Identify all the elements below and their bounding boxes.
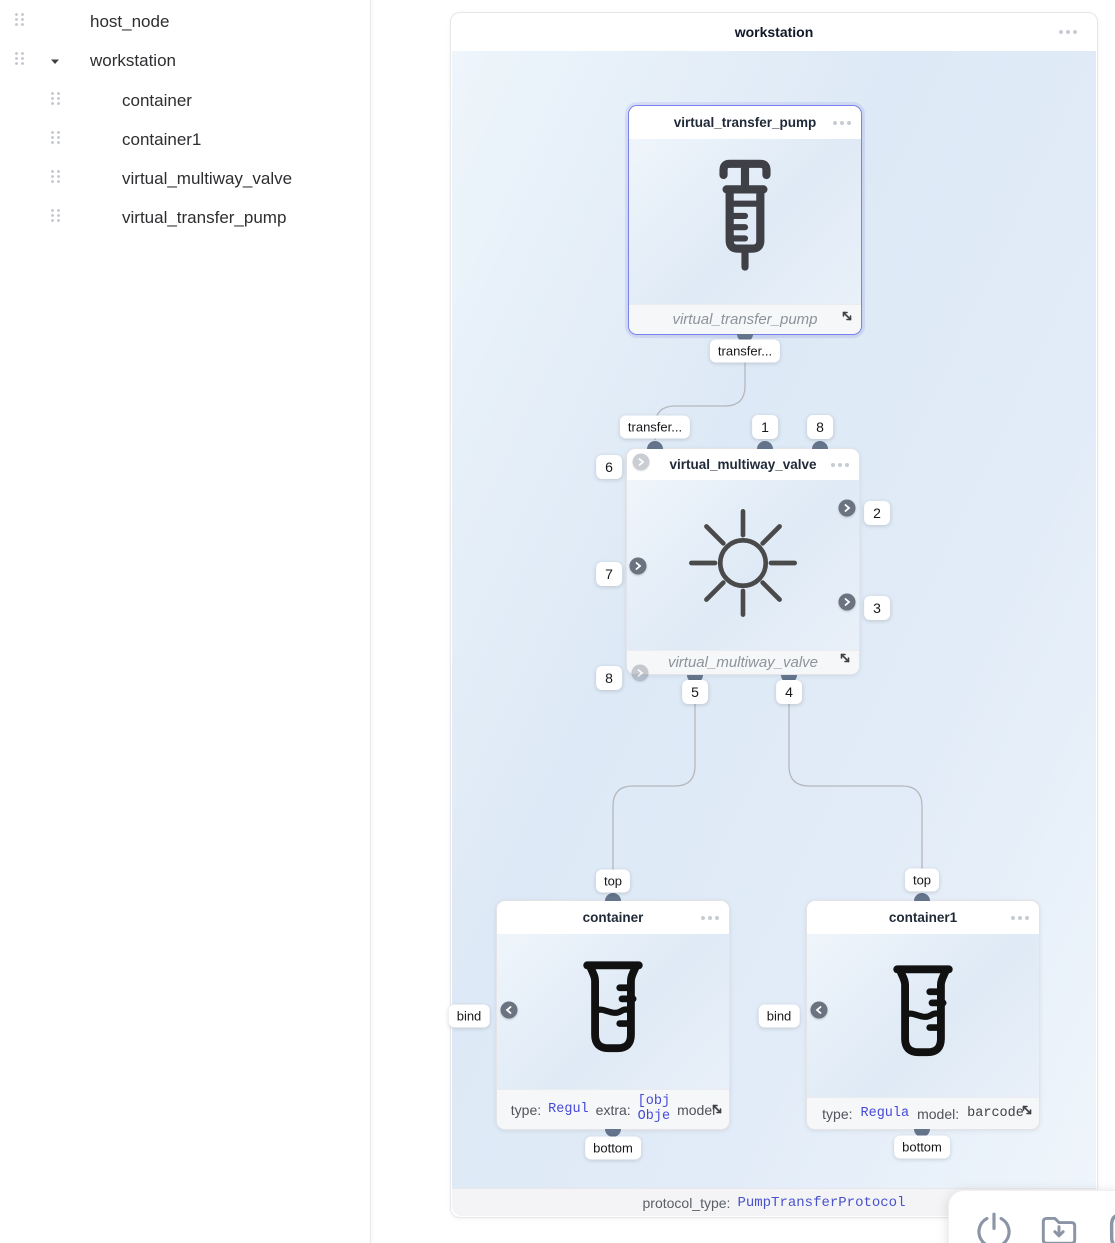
sidebar-item-workstation[interactable] <box>0 46 371 76</box>
resize-handle-icon[interactable] <box>1020 1103 1034 1122</box>
node-virtual-transfer-pump[interactable] <box>628 105 862 335</box>
node-footer-name: virtual_transfer_pump <box>672 311 818 328</box>
tree-item-label[interactable]: workstation <box>90 51 176 70</box>
field-model-key: model: <box>917 1105 960 1122</box>
node-virtual-multiway-valve[interactable] <box>626 448 860 675</box>
node-title: virtual_transfer_pump <box>673 115 817 130</box>
port-label-top[interactable]: top <box>596 870 630 893</box>
field-type-key: type: <box>822 1105 853 1122</box>
port-label-4[interactable]: 4 <box>776 680 802 704</box>
protocol-type-key: protocol_type: <box>642 1194 731 1211</box>
ellipsis-menu-icon[interactable] <box>701 916 719 920</box>
node-footer <box>497 1089 729 1129</box>
ellipsis-menu-icon[interactable] <box>1059 30 1077 34</box>
node-header[interactable] <box>497 901 729 934</box>
ellipsis-menu-icon[interactable] <box>833 121 851 125</box>
node-body <box>629 139 861 304</box>
node-title: container1 <box>888 910 958 925</box>
node-body <box>807 934 1039 1097</box>
port-valve-3[interactable] <box>839 594 856 611</box>
node-title: container <box>582 910 644 925</box>
sidebar-item-container[interactable] <box>0 86 371 116</box>
port-label-transfer[interactable]: transfer... <box>620 416 690 439</box>
sidebar-item-container1[interactable] <box>0 125 371 155</box>
node-footer <box>807 1097 1039 1129</box>
beaker-icon <box>867 954 979 1077</box>
node-title: virtual_multiway_valve <box>669 457 817 472</box>
node-header[interactable] <box>629 106 861 139</box>
node-container[interactable] <box>496 900 730 1130</box>
ellipsis-menu-icon[interactable] <box>1011 916 1029 920</box>
resize-handle-icon[interactable] <box>838 651 852 670</box>
node-footer <box>627 650 859 674</box>
ellipsis-menu-icon[interactable] <box>831 463 849 467</box>
drag-handle-icon[interactable] <box>14 51 25 71</box>
node-container1[interactable] <box>806 900 1040 1130</box>
port-valve-6[interactable] <box>633 454 650 471</box>
multiway-valve-icon <box>681 501 805 630</box>
port-label-6[interactable]: 6 <box>596 455 622 479</box>
sidebar-tree <box>0 0 371 1243</box>
drag-handle-icon[interactable] <box>14 12 25 32</box>
partial-save-button[interactable] <box>1105 1211 1115 1243</box>
port-label-bind[interactable]: bind <box>449 1005 490 1028</box>
resize-handle-icon[interactable] <box>710 1102 724 1121</box>
drag-handle-icon[interactable] <box>50 208 61 228</box>
port-label-bind[interactable]: bind <box>759 1005 800 1028</box>
port-label-2[interactable]: 2 <box>864 501 890 525</box>
field-extra-key: extra: <box>595 1101 631 1118</box>
port-label-bottom[interactable]: bottom <box>894 1136 950 1159</box>
port-valve-2[interactable] <box>839 500 856 517</box>
drag-handle-icon[interactable] <box>50 91 61 111</box>
port-label-top[interactable]: top <box>905 869 939 892</box>
port-label-8-top[interactable]: 8 <box>807 415 833 439</box>
field-model-key: model <box>677 1101 716 1118</box>
port-label-8-left[interactable]: 8 <box>596 666 622 690</box>
port-valve-7[interactable] <box>630 558 647 575</box>
tree-item-label[interactable]: virtual_multiway_valve <box>122 169 293 188</box>
field-extra-value: [obj Obje <box>637 1093 671 1124</box>
port-container-bind[interactable] <box>501 1002 518 1019</box>
beaker-icon <box>557 950 669 1073</box>
sidebar-item-host-node[interactable] <box>0 7 371 37</box>
field-type-key: type: <box>510 1101 542 1118</box>
node-header[interactable] <box>807 901 1039 934</box>
drag-handle-icon[interactable] <box>50 130 61 150</box>
node-footer <box>629 304 861 334</box>
protocol-type-value: PumpTransferProtocol <box>737 1194 906 1211</box>
port-label-transfer[interactable]: transfer... <box>710 340 780 363</box>
port-label-1[interactable]: 1 <box>752 415 778 439</box>
port-label-bottom[interactable]: bottom <box>585 1137 641 1160</box>
node-footer-name: virtual_multiway_valve <box>667 654 819 671</box>
drag-handle-icon[interactable] <box>50 169 61 189</box>
sidebar-item-virtual-multiway-valve[interactable] <box>0 164 371 194</box>
tree-item-label[interactable]: virtual_transfer_pump <box>122 208 287 227</box>
canvas-toolbar <box>948 1190 1115 1243</box>
workstation-panel-header <box>451 13 1097 51</box>
caret-down-icon[interactable] <box>50 52 60 70</box>
workstation-panel-title: workstation <box>734 24 814 40</box>
port-label-3[interactable]: 3 <box>864 596 890 620</box>
port-valve-8-left[interactable] <box>632 665 649 682</box>
port-label-7[interactable]: 7 <box>596 562 622 586</box>
node-body <box>627 480 859 650</box>
resize-handle-icon[interactable] <box>840 309 854 328</box>
syringe-icon <box>699 154 791 289</box>
folder-download-button[interactable] <box>1039 1211 1079 1243</box>
field-type-value: Regul <box>548 1102 589 1117</box>
tree-item-label[interactable]: container <box>122 91 192 110</box>
tree-item-label[interactable]: host_node <box>90 12 170 31</box>
node-body <box>497 934 729 1089</box>
port-container1-bind[interactable] <box>811 1002 828 1019</box>
node-header[interactable] <box>627 449 859 480</box>
field-model-value: barcode <box>967 1106 1024 1121</box>
field-type-value: Regula <box>860 1106 910 1121</box>
power-button[interactable] <box>975 1211 1013 1243</box>
tree-item-label[interactable]: container1 <box>122 130 202 149</box>
port-label-5[interactable]: 5 <box>682 680 708 704</box>
sidebar-item-virtual-transfer-pump[interactable] <box>0 203 371 233</box>
